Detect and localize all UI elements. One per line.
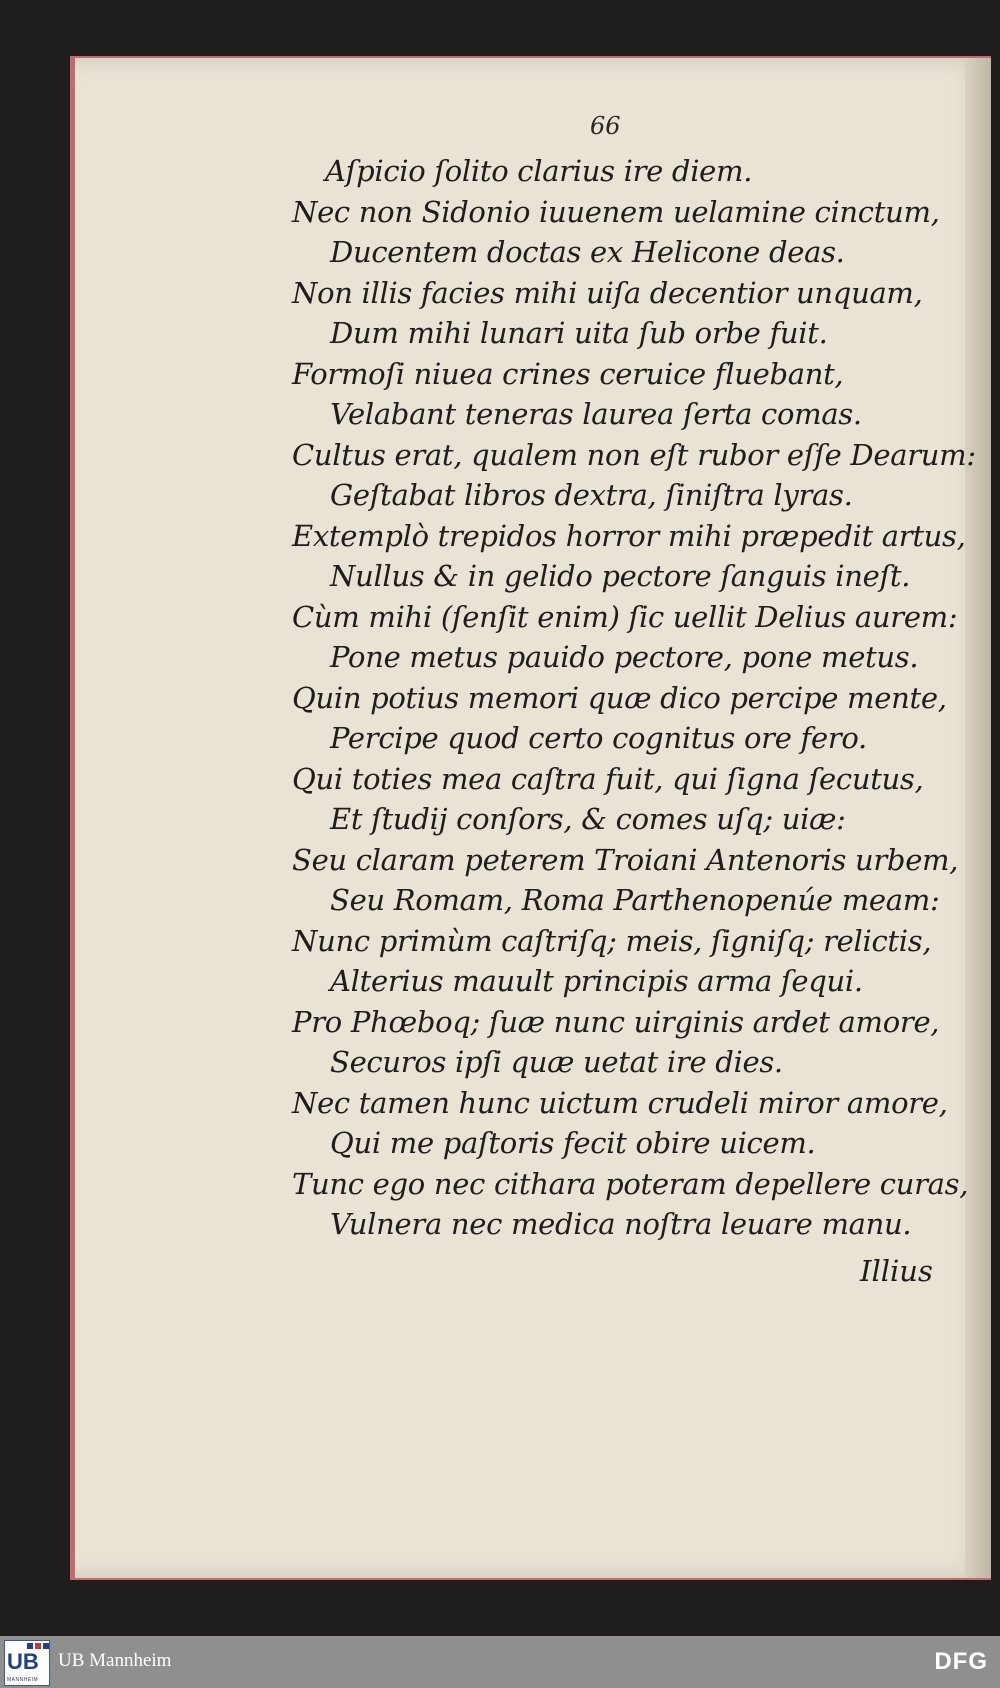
page-number: 66 bbox=[590, 112, 621, 140]
dfg-logo[interactable]: DFG bbox=[934, 1648, 988, 1675]
verse-line: Pone metus pauido pectore, pone metus. bbox=[330, 640, 919, 674]
verse-line: Nec non Sidonio iuuenem uelamine cinctum, bbox=[292, 195, 940, 229]
verse-line: Seu claram peterem Troiani Antenoris urbem, bbox=[292, 843, 959, 877]
verse-line: Ducentem doctas ex Helicone deas. bbox=[330, 235, 845, 269]
logo-subtext: MANNHEIM bbox=[7, 1677, 39, 1683]
verse-line: Securos ipſi quæ uetat ire dies. bbox=[330, 1045, 783, 1079]
verse-line: Alterius mauult principis arma ſequi. bbox=[330, 964, 863, 998]
verse-line: Extemplò trepidos horror mihi præpedit artus, bbox=[292, 519, 966, 553]
page-gutter-shadow bbox=[965, 58, 991, 1578]
institution-link[interactable]: UB Mannheim bbox=[58, 1650, 172, 1671]
verse-line: Vulnera nec medica noſtra leuare manu. bbox=[330, 1207, 912, 1241]
verse-line: Pro Phœboq; ſuæ nunc uirginis ardet amore, bbox=[292, 1005, 940, 1039]
verse-line: Geſtabat libros dextra, ſiniſtra lyras. bbox=[330, 478, 853, 512]
verse-line: Aſpicio ſolito clarius ire diem. bbox=[325, 154, 753, 188]
verse-line: Tunc ego nec cithara poteram depellere curas, bbox=[292, 1167, 969, 1201]
verse-line: Nec tamen hunc uictum crudeli miror amore, bbox=[292, 1086, 948, 1120]
verse-line: Quin potius memori quæ dico percipe mente, bbox=[292, 681, 947, 715]
verse-line: Nullus & in gelido pectore ſanguis ineſt. bbox=[330, 559, 911, 593]
verse-line: Et ſtudij conſors, & comes uſq; uiæ: bbox=[330, 802, 846, 836]
ub-mannheim-logo-icon[interactable] bbox=[4, 1640, 50, 1686]
logo-text: UB bbox=[7, 1649, 39, 1674]
verse-line: Qui me paſtoris fecit obire uicem. bbox=[330, 1126, 816, 1160]
verse-line: Qui toties mea caſtra fuit, qui ſigna ſecutus, bbox=[292, 762, 924, 796]
verse-line: Cùm mihi (ſenſit enim) ſic uellit Delius aurem: bbox=[292, 600, 958, 634]
verse-line: Dum mihi lunari uita ſub orbe fuit. bbox=[330, 316, 828, 350]
verse-line: Formoſi niuea crines ceruice fluebant, bbox=[292, 357, 844, 391]
verse-line: Percipe quod certo cognitus ore fero. bbox=[330, 721, 867, 755]
verse-line: Cultus erat, qualem non eſt rubor eſſe Dearum: bbox=[292, 438, 976, 472]
verse-line: Seu Romam, Roma Parthenopenúe meam: bbox=[330, 883, 940, 917]
viewer-footer bbox=[0, 1636, 1000, 1688]
verse-line: Nunc primùm caſtriſq; meis, ſigniſq; relictis, bbox=[292, 924, 932, 958]
catchword: Illius bbox=[860, 1254, 933, 1288]
verse-line: Velabant teneras laurea ſerta comas. bbox=[330, 397, 862, 431]
verse-line: Non illis facies mihi uiſa decentior unquam, bbox=[292, 276, 923, 310]
